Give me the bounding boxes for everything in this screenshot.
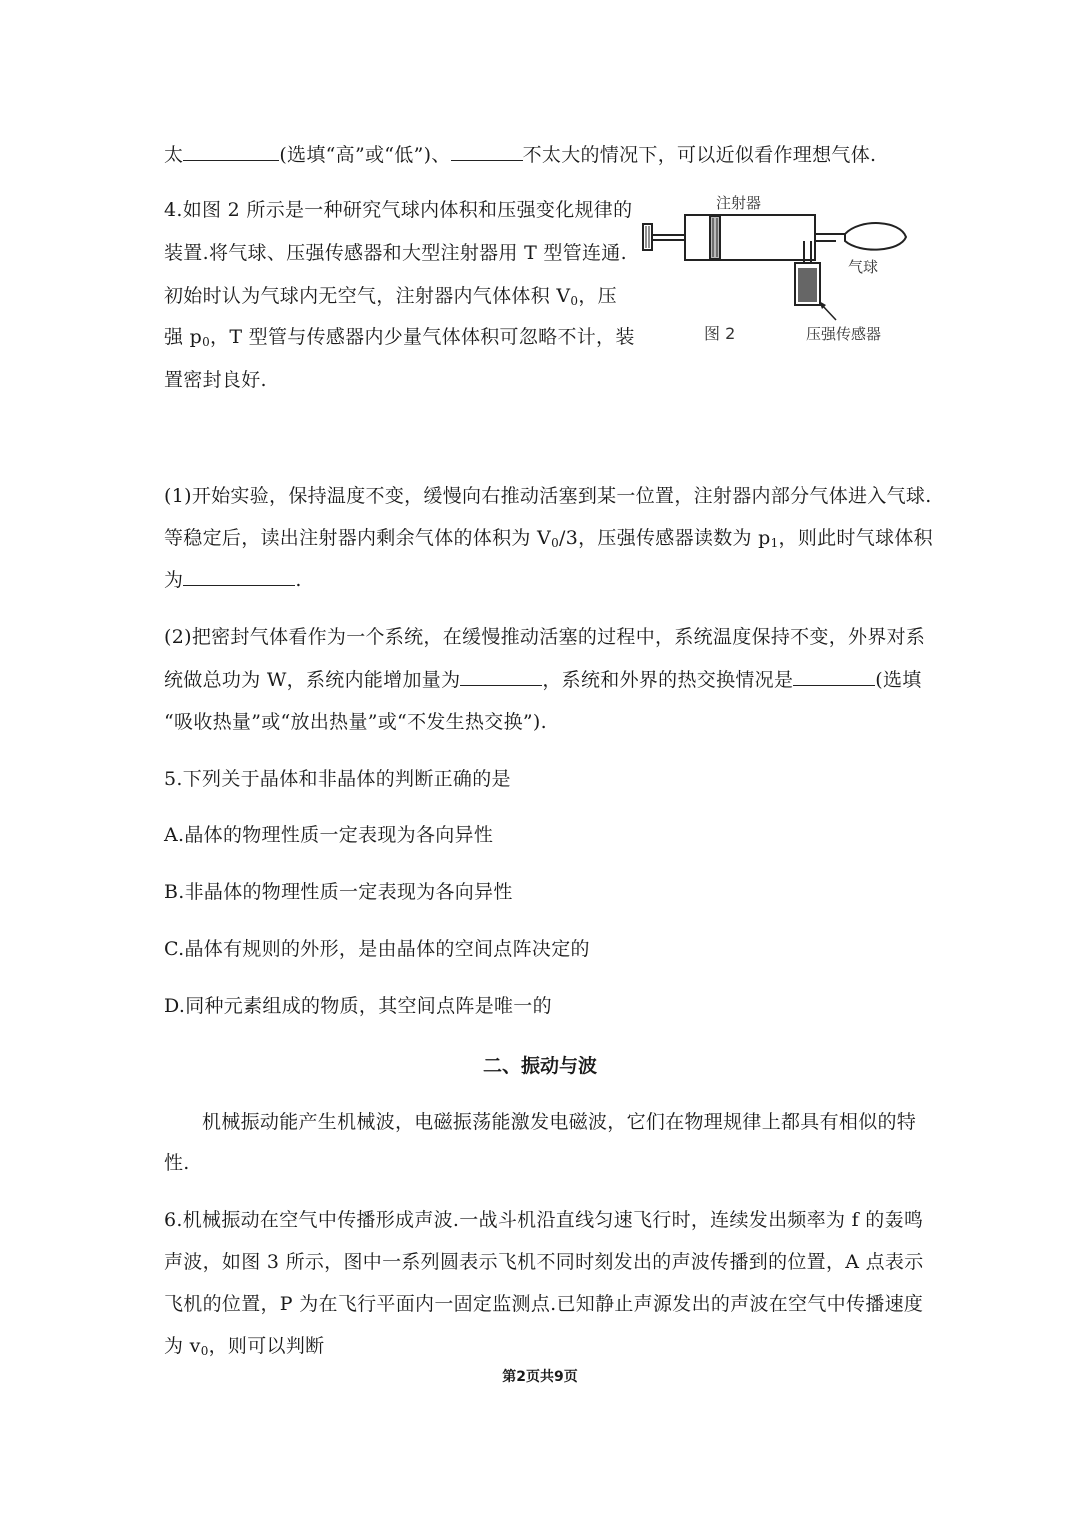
plunger-handle — [643, 224, 652, 250]
q4-part2-line-3: “吸收热量”或“放出热量”或“不发生热交换”). — [164, 711, 547, 733]
page-number: 第2页共9页 — [502, 1369, 578, 1385]
q6-line-4: 为 $v_0$，则可以判断 — [164, 1335, 325, 1358]
q5-option-d[interactable]: D.同种元素组成的物质，其空间点阵是唯一的 — [164, 995, 552, 1017]
section-heading: 二、振动与波 — [482, 1055, 597, 1077]
q4-part1-line-3: 为 . — [164, 569, 302, 591]
answer-blank[interactable] — [793, 667, 875, 686]
answer-blank[interactable] — [183, 142, 279, 161]
section-intro-line-1: 机械振动能产生机械波，电磁振荡能激发电磁波，它们在物理规律上都具有相似的特 — [202, 1111, 917, 1133]
q5-option-c[interactable]: C.晶体有规则的外形，是由晶体的空间点阵决定的 — [164, 938, 590, 960]
q6-line-2: 声波，如图 3 所示，图中一系列圆表示飞机不同时刻发出的声波传播到的位置，A 点表示 — [164, 1251, 924, 1273]
q4-line-4: 强 $p_0$，T 型管与传感器内少量气体体积可忽略不计，装 — [164, 326, 635, 349]
q3-tail-line: 太 (选填“高”或“低”)、 不太大的情况下，可以近似看作理想气体. — [164, 144, 877, 166]
syringe-label: 注射器 — [716, 194, 762, 212]
q4-part2-line-2: 统做总功为 W，系统内能增加量为 ，系统和外界的热交换情况是 (选填 — [164, 669, 922, 691]
q5-stem: 5.下列关于晶体和非晶体的判断正确的是 — [164, 768, 511, 790]
figure-2-apparatus — [640, 188, 910, 353]
syringe-barrel — [685, 215, 815, 260]
q5-option-b[interactable]: B.非晶体的物理性质一定表现为各向异性 — [164, 881, 513, 903]
answer-blank[interactable] — [460, 667, 542, 686]
q4-part1-line-1: (1)开始实验，保持温度不变，缓慢向右推动活塞到某一位置，注射器内部分气体进入气球. — [164, 485, 932, 507]
figure-caption: 图 2 — [704, 324, 736, 343]
piston — [710, 216, 720, 259]
section-intro-line-2: 性. — [164, 1152, 190, 1174]
q4-line-2: 装置.将气球、压强传感器和大型注射器用 T 型管连通. — [164, 242, 627, 264]
q4-line-3: 初始时认为气球内无空气，注射器内气体体积 $V_0$，压 — [164, 285, 617, 308]
sensor-label: 压强传感器 — [806, 325, 882, 343]
q4-line-5: 置密封良好. — [164, 369, 267, 391]
q4-line-1: 4.如图 2 所示是一种研究气球内体积和压强变化规律的 — [164, 199, 633, 221]
q6-line-3: 飞机的位置，P 为在飞行平面内一固定监测点.已知静止声源发出的声波在空气中传播速度 — [164, 1293, 924, 1315]
balloon — [845, 223, 906, 250]
answer-blank[interactable] — [451, 142, 523, 161]
q5-option-a[interactable]: A.晶体的物理性质一定表现为各向异性 — [164, 824, 494, 846]
q4-part1-line-2: 等稳定后，读出注射器内剩余气体的体积为 $V_0/3$，压强传感器读数为 $p_1$，则此时气球体积 — [164, 527, 933, 550]
balloon-label: 气球 — [848, 258, 879, 276]
answer-blank[interactable] — [183, 567, 295, 586]
q6-line-1: 6.机械振动在空气中传播形成声波.一战斗机沿直线匀速飞行时，连续发出频率为 f 的轰鸣 — [164, 1209, 924, 1231]
q4-part2-line-1: (2)把密封气体看作为一个系统，在缓慢推动活塞的过程中，系统温度保持不变，外界对系 — [164, 626, 926, 648]
pressure-sensor-body — [798, 268, 817, 302]
